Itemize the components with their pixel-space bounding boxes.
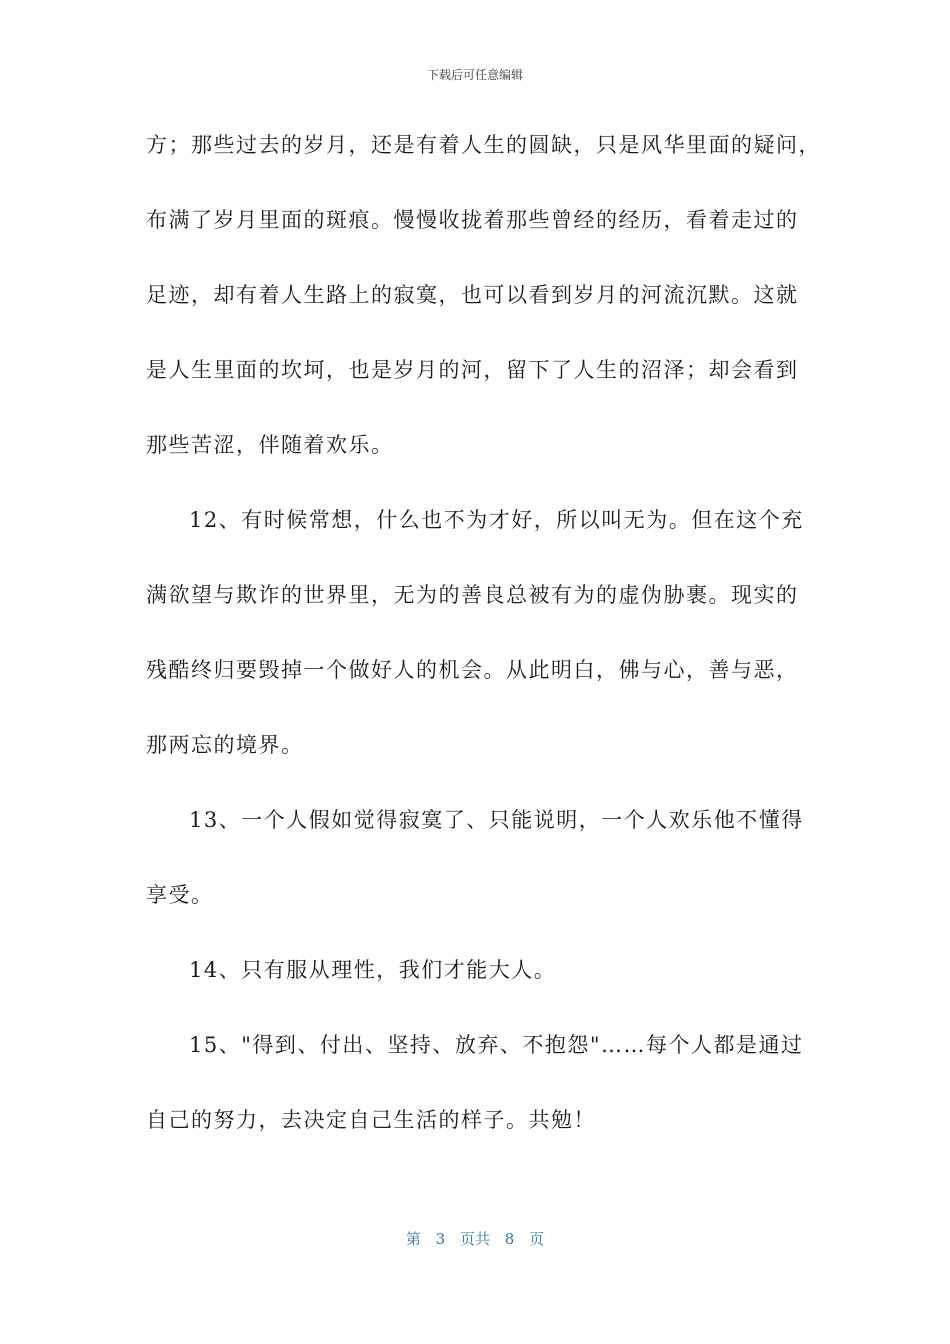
text-line: 那两忘的境界。 [146,733,304,757]
text-line-item-12: 12、有时候常想，什么也不为才好，所以叫无为。但在这个充 [189,508,804,532]
text-line-item-14: 14、只有服从理性，我们才能大人。 [189,958,557,982]
footer-middle: 页共 [459,1230,490,1248]
text-line: 满欲望与欺诈的世界里，无为的善良总被有为的虚伪胁裹。现实的 [146,583,799,607]
current-page-number: 3 [435,1230,446,1248]
page-footer [0,1228,950,1249]
footer-suffix: 页 [529,1230,545,1248]
total-page-number: 8 [504,1230,515,1248]
text-line: 足迹，却有着人生路上的寂寞，也可以看到岁月的河流沉默。这就 [146,283,799,307]
text-line: 那些苦涩，伴随着欢乐。 [146,433,394,457]
text-line: 享受。 [146,883,214,907]
text-line: 布满了岁月里面的斑痕。慢慢收拢着那些曾经的经历，看着走过的 [146,208,799,232]
text-line: 自己的努力，去决定自己生活的样子。共勉！ [146,1108,596,1132]
footer-prefix: 第 [405,1230,421,1248]
text-line-item-13: 13、一个人假如觉得寂寞了、只能说明，一个人欢乐他不懂得 [189,808,804,832]
text-line: 是人生里面的坎坷，也是岁月的河，留下了人生的沼泽；却会看到 [146,358,799,382]
text-line-item-15: 15、"得到、付出、坚持、放弃、不抱怨"……每个人都是通过 [189,1033,804,1057]
document-body [146,125,821,1175]
text-line: 方；那些过去的岁月，还是有着人生的圆缺，只是风华里面的疑问， [146,133,821,157]
text-line: 残酷终归要毁掉一个做好人的机会。从此明白，佛与心，善与恶， [146,658,799,682]
page-header: 下载后可任意编辑 [426,68,523,82]
